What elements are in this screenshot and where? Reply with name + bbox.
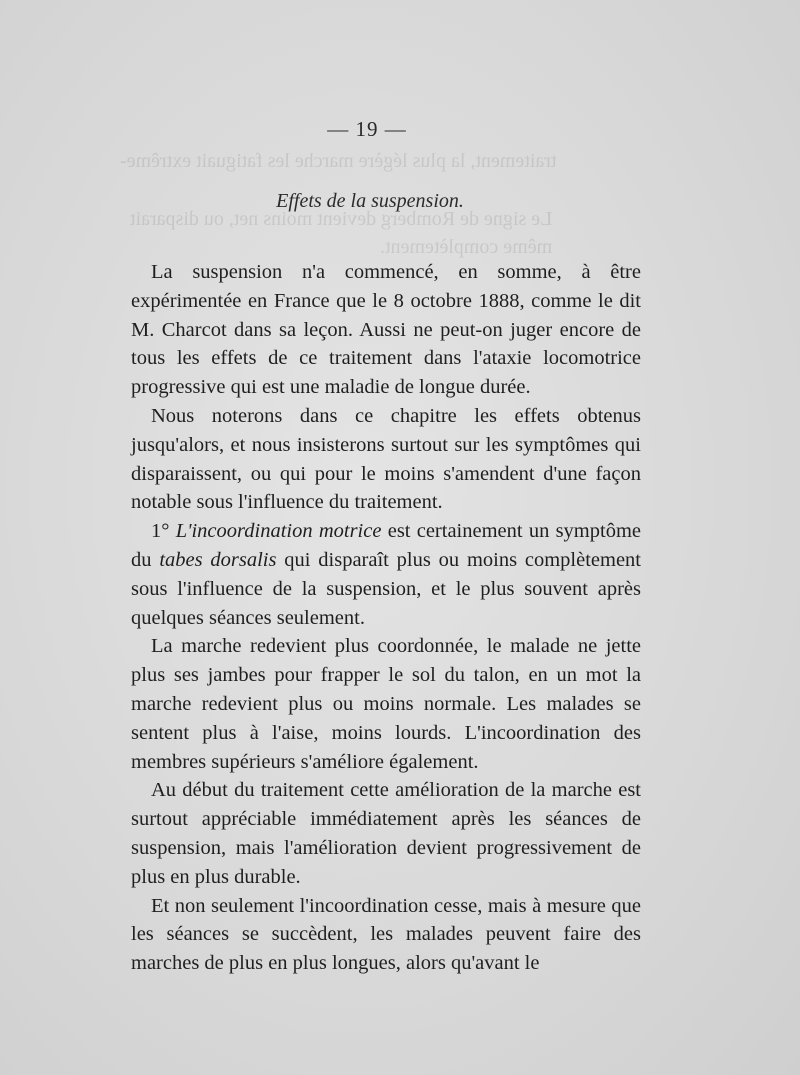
paragraph	[131, 517, 641, 632]
bleed-through-decoration: même complètement.	[380, 236, 553, 258]
paragraph-text: est certainement un symptôme du	[131, 520, 641, 571]
paragraph: La marche redevient plus coordonnée, le malade ne jette plus ses jambes pour frapper le sol du talon, en un mot la marche redevient plus ou moins normale. Les malades se sentent plus à l'aise, moins lourds. L'incoordination des membres supérieurs s'améliore également.	[131, 635, 641, 773]
list-marker: 1°	[151, 520, 176, 543]
paragraph: Au début du traitement cette amélioration de la marche est surtout appréciable immédiatement après les séances de suspension, mais l'amélioration devient progressivement de plus en plus durable.	[131, 779, 641, 888]
bleed-through-decoration: Le signe de Romberg devient moins net, ou disparait	[130, 208, 553, 230]
paragraph: Et non seulement l'incoordination cesse, mais à mesure que les séances se succèdent, les malades peuvent faire des marches de plus en plus longues, alors qu'avant le	[131, 894, 641, 975]
paragraph-text: qui disparaît plus ou moins complètement sous l'influence de la suspension, et le plus souvent après quelques séances seulement.	[131, 548, 641, 629]
page-number: — 19 —	[327, 117, 407, 141]
paragraph: La suspension n'a commencé, en somme, à être expérimentée en France que le 8 octobre 1888, comme le dit M. Charcot dans sa leçon. Aussi ne peut-on juger encore de tous les effets de ce traitement dans l'ataxie locomotrice progressive qui est une maladie de longue durée.	[131, 261, 641, 399]
bleed-through-decoration: traitement, la plus légère marche les fatiguait extrême-	[120, 150, 557, 172]
body-text	[131, 258, 641, 978]
emphasis-term: tabes dorsalis	[159, 548, 277, 571]
section-title: Effets de la suspension.	[276, 190, 464, 212]
paragraph: Nous noterons dans ce chapitre les effets obtenus jusqu'alors, et nous insisterons surtout sur les symptômes qui disparaissent, ou qui pour le moins s'amendent d'une façon notable sous l'influence du traitement.	[131, 404, 641, 514]
emphasis-term: L'incoordination motrice	[175, 520, 382, 543]
